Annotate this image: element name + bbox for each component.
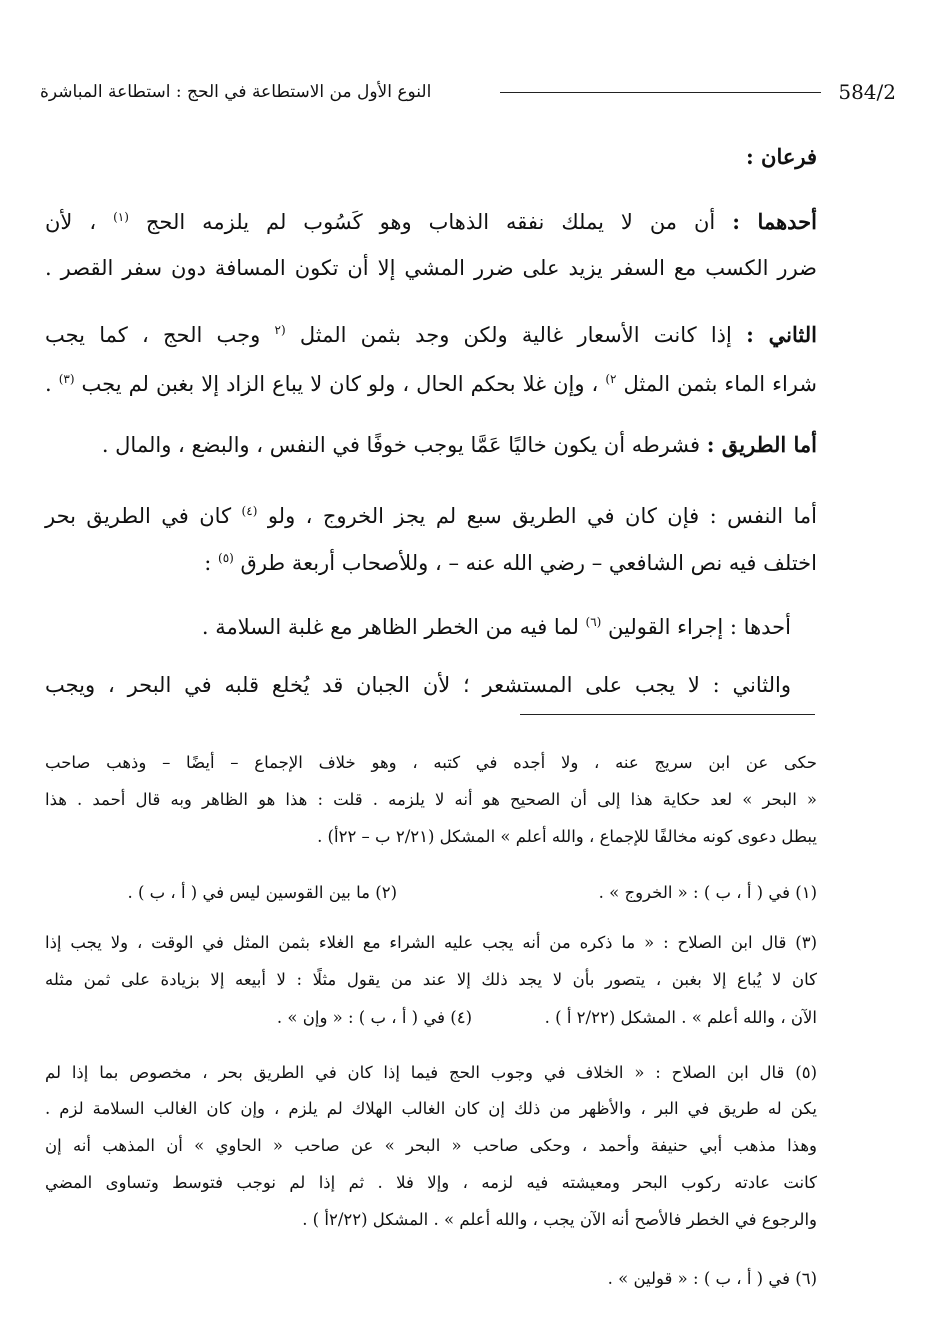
body-text: أن من لا يملك نفقه الذهاب وهو كَسُوب لم يلزمه الحج [145,210,716,234]
header-rule [500,92,821,93]
footnote-ref-2-open: (٢ [274,323,286,337]
footnote-5-line-5: والرجوع في الخطر فالأصح أنه الآن يجب ، والله أعلم » . المشكل (٢/٢٢أ ) . [302,1210,817,1229]
footnote-3-end: الآن ، والله أعلم » . المشكل (٢/٢٢ أ ) . [544,1008,817,1027]
body-text: وجب الحج ، كما يجب [45,323,261,347]
body-text: أما النفس : فإن كان في الطريق سبع لم يجز الخروج ، ولو [267,504,817,528]
first-branch-label: أحدهما : [732,209,818,234]
footnote-ref-6: (٦) [585,615,602,629]
body-line-2: ضرر الكسب مع السفر يزيد على ضرر المشي إلا أن تكون المسافة دون سفر القصر . [45,256,817,280]
body-line-3 [45,313,817,352]
footnote-continued-line-3: يبطل دعوى كونه مخالفًا للإجماع ، والله أعلم » المشكل (٢/٢١ ب – ٢٢أ) . [317,827,817,846]
body-line-9: والثاني : لا يجب على المستشعر ؛ لأن الجبان قد يُخلع قلبه في البحر ، ويجب [45,673,791,697]
footnote-3-line-1: (٣) قال ابن الصلاح : « ما ذكره من أنه يجب عليه الشراء مع الغلاء بثمن المثل في الوقت ، ولا يجب إذا [45,933,817,952]
road-label: أما الطريق : [706,432,817,457]
body-text: كان في الطريق بحر [45,504,232,528]
footnote-ref-2-close: ٢) [605,372,617,386]
footnote-ref-1: (١) [113,210,129,224]
body-text: . [45,372,52,396]
header-title: النوع الأول من الاستطاعة في الحج : استطاعة المباشرة [40,82,432,102]
footnote-4: (٤) في ( أ ، ب ) : « وإن » . [276,1008,472,1027]
body-text: فشرطه أن يكون خاليًا عَمَّا يوجب خوفًا في النفس ، والبضع ، والمال . [101,433,701,457]
footnote-5-line-4: كانت عادته ركوب البحر ومعيشته فيه لزمه ، وإلا فلا . ثم إذا لم نوجب فتوسط وتساوى المضي [45,1173,818,1192]
footnote-5-line-3: وهذا مذهب أبي حنيفة وأحمد ، وحكى صاحب « البحر » عن صاحب « الحاوي » أن المذهب أنه إن [45,1136,817,1155]
footnote-1: (١) في ( أ ، ب ) : « الخروج » . [598,883,817,902]
body-line-1 [45,200,817,239]
body-text: ، لأن [45,210,97,234]
body-line-8 [45,605,791,644]
body-text: اختلف فيه نص الشافعي – رضي الله عنه – ، وللأصحاب أربعة طرق [240,551,817,575]
footnote-5-line-1: (٥) قال ابن الصلاح : « الخلاف في وجوب الحج فيما إذا كان في الطريق بحر ، مخصوص بما إذا لم [45,1063,817,1082]
body-text: لما فيه من الخطر الظاهر مع غلبة السلامة . [201,615,579,639]
footnote-3-line-2: كان لا يُباع إلا بغبن ، يتصور بأن لا يجد ذلك إلا عند من يقول مثلًا : لا أبيعه إلا بزيادة على ثمن مثله [45,970,817,989]
body-line-6 [45,494,817,533]
body-line-5 [45,428,817,462]
body-text: : [204,551,212,575]
footnote-ref-5: (٥) [218,551,234,565]
body-line-7 [45,541,817,580]
footnote-6: (٦) في ( أ ، ب ) : « قولين » . [607,1269,817,1288]
body-text: أحدها : إجراء القولين [608,615,791,639]
footnote-ref-3: (٣) [58,372,75,386]
body-line-4 [45,362,817,401]
footnote-ref-4: (٤) [241,504,258,518]
body-text: شراء الماء بثمن المثل [623,372,817,396]
section-heading: فرعان : [745,144,817,169]
running-header [40,78,896,106]
footnote-2: (٢) ما بين القوسين ليس في ( أ ، ب ) . [127,883,397,902]
footnote-continued-line-1: حكى عن ابن سريج عنه ، ولا أجده في كتبه ، وهو خلاف الإجماع – أيضًا – وذهب صاحب [45,753,817,772]
body-text: ، وإن غلا بحكم الحال ، ولو كان لا يباع الزاد إلا بغبن لم يجب [81,372,599,396]
footnote-continued-line-2: « البحر » لعد حكاية هذا إلى أن الصحيح هو أنه لا يلزمه . قلت : هذا هو الظاهر وبه قال أحمد . هذا [45,790,817,809]
footnote-separator [520,714,815,715]
footnote-5-line-2: يكن له طريق في البر ، والأظهر من ذلك إن كان الغالب الهلاك لم يلزم ، وإن كان الغالب السلامة لزم . [45,1099,817,1118]
second-branch-label: الثاني : [746,322,817,347]
page-number: 584/2 [838,80,896,104]
body-text: إذا كانت الأسعار غالية ولكن وجد بثمن المثل [299,323,732,347]
